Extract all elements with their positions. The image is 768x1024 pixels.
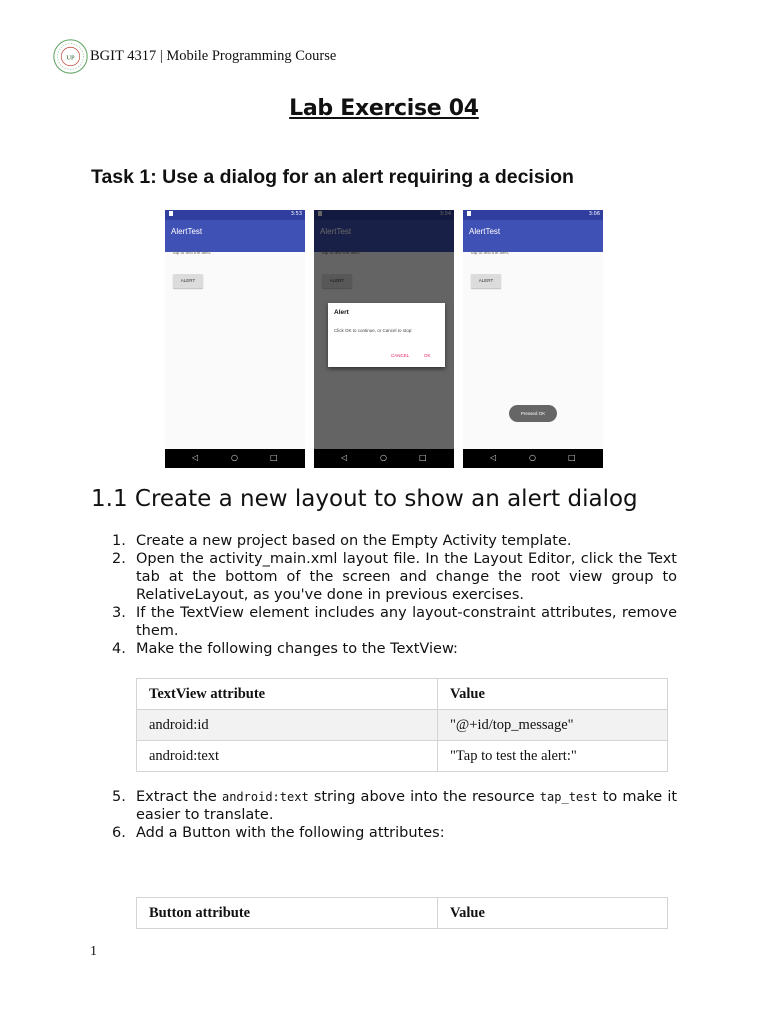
list-item [112,788,677,824]
phone-screenshot-initial [165,210,305,468]
textview-attributes-table [136,678,668,772]
inline-code: android:text [221,790,309,804]
step-text: Add a Button with the following attributes: [136,825,445,841]
status-time: 3:06 [588,211,600,217]
table-cell: "Tap to test the alert:" [438,741,668,772]
table-header-cell: Button attribute [137,898,438,929]
recent-apps-icon[interactable]: □ [419,453,427,462]
table-row [137,741,668,772]
dialog-ok-button[interactable]: OK [424,353,431,358]
step-text: Make the following changes to the TextView: [136,641,458,657]
status-time: 3:53 [290,211,302,217]
back-icon[interactable]: ◁ [192,453,199,462]
task-heading: Task 1: Use a dialog for an alert requiring a decision [91,166,574,188]
list-item [112,550,677,604]
step-number: 3. [112,605,126,621]
recent-apps-icon[interactable]: □ [270,453,278,462]
nav-bar [165,449,305,468]
table-header-cell: Value [438,898,668,929]
step-number: 1. [112,533,126,549]
alert-dialog [328,303,445,367]
dialog-message: Click OK to continue, or Cancel to stop: [334,328,413,333]
phone-screenshot-dialog [314,210,454,468]
home-icon[interactable]: ○ [529,453,536,462]
table-header-cell: TextView attribute [137,679,438,710]
list-item [112,532,677,550]
inline-code: tap_test [539,790,598,804]
page-title: Lab Exercise 04 [289,96,479,121]
home-icon[interactable]: ○ [231,453,238,462]
recent-apps-icon[interactable]: □ [568,453,576,462]
sd-card-icon [467,211,471,216]
svg-text:UP: UP [66,54,75,62]
table-cell: "@+id/top_message" [438,710,668,741]
step-text: Create a new project based on the Empty Activity template. [136,533,572,549]
list-item [112,824,677,842]
tap-message: Tap to test the alert: [470,250,510,255]
step-number: 5. [112,789,126,805]
alert-button[interactable]: ALERT [471,274,501,288]
status-bar [463,210,603,220]
alert-button[interactable]: ALERT [173,274,203,288]
table-header-row [137,898,668,929]
step-text: Open the activity_main.xml layout file. In the Layout Editor, click the Text tab at the bottom of the screen and change the root view group to RelativeLayout, as you've done in previous exercises. [136,551,677,603]
status-bar [165,210,305,220]
table-row [137,710,668,741]
table-cell: android:id [137,710,438,741]
list-item [112,640,677,658]
back-icon[interactable]: ◁ [341,453,348,462]
step-number: 6. [112,825,126,841]
button-attributes-table [136,897,668,929]
app-title: AlertTest [171,227,203,236]
app-title: AlertTest [469,227,501,236]
step-number: 2. [112,551,126,567]
table-header-row [137,679,668,710]
section-heading: 1.1 Create a new layout to show an alert dialog [91,486,638,512]
university-logo [52,38,89,75]
phone-screenshot-toast [463,210,603,468]
step-text: Extract the android:text string above into the resource tap_test to make it easier to translate. [136,789,678,823]
tap-message: Tap to test the alert: [172,250,212,255]
step-number: 4. [112,641,126,657]
home-icon[interactable]: ○ [380,453,387,462]
steps-list-continued [112,788,677,842]
course-header-text: BGIT 4317 | Mobile Programming Course [90,48,337,64]
table-cell: android:text [137,741,438,772]
nav-bar [314,449,454,468]
back-icon[interactable]: ◁ [490,453,497,462]
dialog-cancel-button[interactable]: CANCEL [391,353,410,358]
dialog-title: Alert [334,309,349,316]
table-header-cell: Value [438,679,668,710]
toast-message: Pressed OK [509,405,557,422]
nav-bar [463,449,603,468]
list-item [112,604,677,640]
app-bar [463,220,603,252]
page-number: 1 [90,944,97,959]
sd-card-icon [169,211,173,216]
page-header [52,38,336,75]
step-text: If the TextView element includes any layout-constraint attributes, remove them. [136,605,677,639]
app-bar [165,220,305,252]
steps-list [112,532,677,658]
